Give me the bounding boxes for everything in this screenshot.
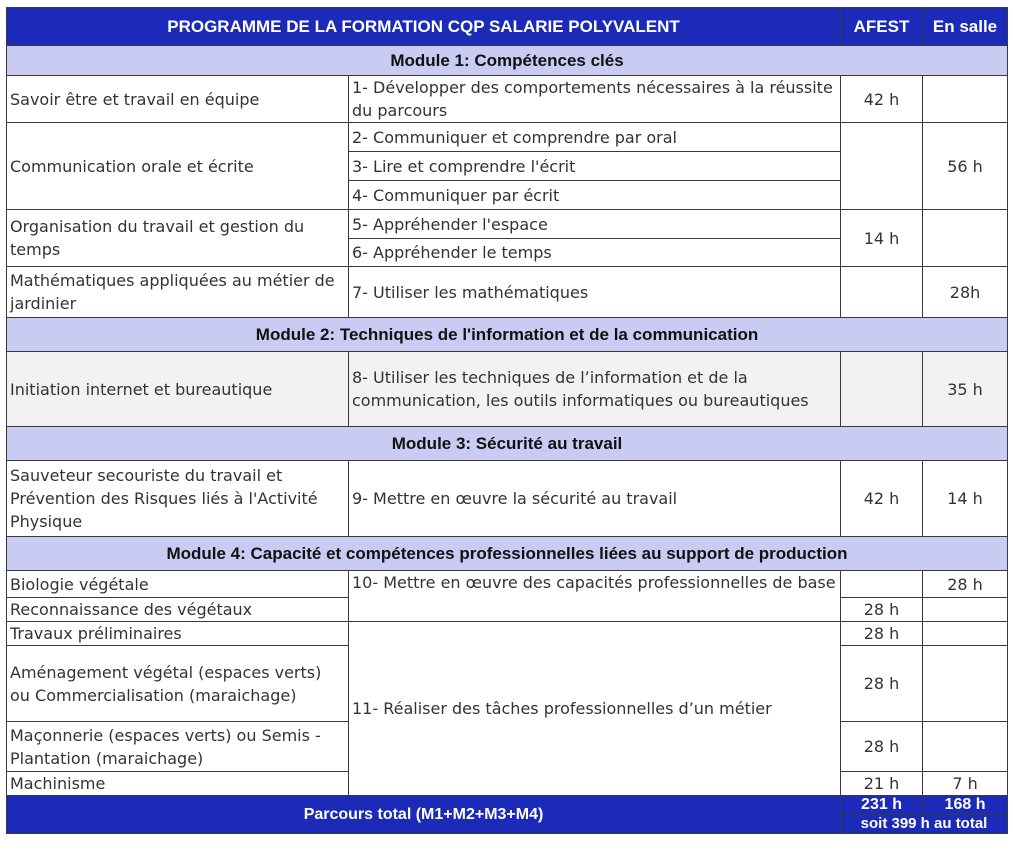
afest-hours: 42 h (841, 76, 923, 123)
salle-hours (923, 210, 1008, 267)
table-row (7, 76, 1008, 123)
salle-hours: 14 h (923, 461, 1008, 537)
task-label: 8- Utiliser les techniques de l’information et de la communication, les outils informatiques ou bureautiques (349, 352, 841, 427)
afest-hours (841, 123, 923, 210)
task-label: 9- Mettre en œuvre la sécurité au travail (349, 461, 841, 537)
module-3-title: Module 3: Sécurité au travail (7, 427, 1008, 461)
afest-column-header: AFEST (841, 8, 923, 46)
skill-label: Biologie végétale (7, 571, 349, 598)
module-4-title: Module 4: Capacité et compétences professionnelles liées au support de production (7, 537, 1008, 571)
salle-hours: 35 h (923, 352, 1008, 427)
task-label: 3- Lire et comprendre l'écrit (349, 152, 841, 181)
skill-label: Travaux préliminaires (7, 622, 349, 646)
task-label: 7- Utiliser les mathématiques (349, 267, 841, 318)
table-row (7, 461, 1008, 537)
skill-label: Savoir être et travail en équipe (7, 76, 349, 123)
skill-label: Initiation internet et bureautique (7, 352, 349, 427)
header-row (7, 8, 1008, 46)
task-label: 2- Communiquer et comprendre par oral (349, 123, 841, 152)
skill-label: Maçonnerie (espaces verts) ou Semis - Plantation (maraichage) (7, 722, 349, 772)
salle-hours (923, 646, 1008, 722)
task-label: 11- Réaliser des tâches professionnelles d’un métier (349, 622, 841, 796)
afest-hours: 28 h (841, 622, 923, 646)
module-row (7, 537, 1008, 571)
skill-label: Communication orale et écrite (7, 123, 349, 210)
module-1-title: Module 1: Compétences clés (7, 46, 1008, 76)
task-label: 5- Appréhender l'espace (349, 210, 841, 239)
module-row (7, 318, 1008, 352)
programme-title: PROGRAMME DE LA FORMATION CQP SALARIE POLYVALENT (7, 8, 841, 46)
salle-hours (923, 76, 1008, 123)
table-row (7, 622, 1008, 646)
afest-hours: 42 h (841, 461, 923, 537)
afest-hours: 28 h (841, 598, 923, 622)
salle-hours (923, 598, 1008, 622)
salle-hours: 28h (923, 267, 1008, 318)
salle-hours (923, 622, 1008, 646)
skill-label: Mathématiques appliquées au métier de jardinier (7, 267, 349, 318)
total-afest-hours: 231 h (841, 796, 923, 815)
module-row (7, 46, 1008, 76)
module-row (7, 427, 1008, 461)
afest-hours: 28 h (841, 646, 923, 722)
afest-hours: 14 h (841, 210, 923, 267)
salle-hours: 56 h (923, 123, 1008, 210)
total-salle-hours: 168 h (923, 796, 1008, 815)
afest-hours: 28 h (841, 722, 923, 772)
salle-column-header: En salle (923, 8, 1008, 46)
table-row (7, 210, 1008, 239)
salle-hours: 28 h (923, 571, 1008, 598)
afest-hours (841, 352, 923, 427)
table-row (7, 571, 1008, 598)
training-programme-table (6, 7, 1008, 834)
module-2-title: Module 2: Techniques de l'information et de la communication (7, 318, 1008, 352)
afest-hours: 21 h (841, 772, 923, 796)
total-label: Parcours total (M1+M2+M3+M4) (7, 796, 841, 834)
salle-hours (923, 722, 1008, 772)
total-row (7, 796, 1008, 815)
table-row (7, 267, 1008, 318)
skill-label: Reconnaissance des végétaux (7, 598, 349, 622)
afest-hours (841, 267, 923, 318)
skill-label: Organisation du travail et gestion du temps (7, 210, 349, 267)
skill-label: Aménagement végétal (espaces verts) ou Commercialisation (maraichage) (7, 646, 349, 722)
salle-hours: 7 h (923, 772, 1008, 796)
skill-label: Sauveteur secouriste du travail et Prévention des Risques liés à l'Activité Physique (7, 461, 349, 537)
table-row (7, 352, 1008, 427)
skill-label: Machinisme (7, 772, 349, 796)
afest-hours (841, 571, 923, 598)
overall-total: soit 399 h au total (841, 815, 1008, 834)
task-label: 10- Mettre en œuvre des capacités professionnelles de base (349, 571, 841, 622)
task-label: 6- Appréhender le temps (349, 239, 841, 267)
task-label: 1- Développer des comportements nécessaires à la réussite du parcours (349, 76, 841, 123)
task-label: 4- Communiquer par écrit (349, 181, 841, 210)
table-row (7, 123, 1008, 152)
